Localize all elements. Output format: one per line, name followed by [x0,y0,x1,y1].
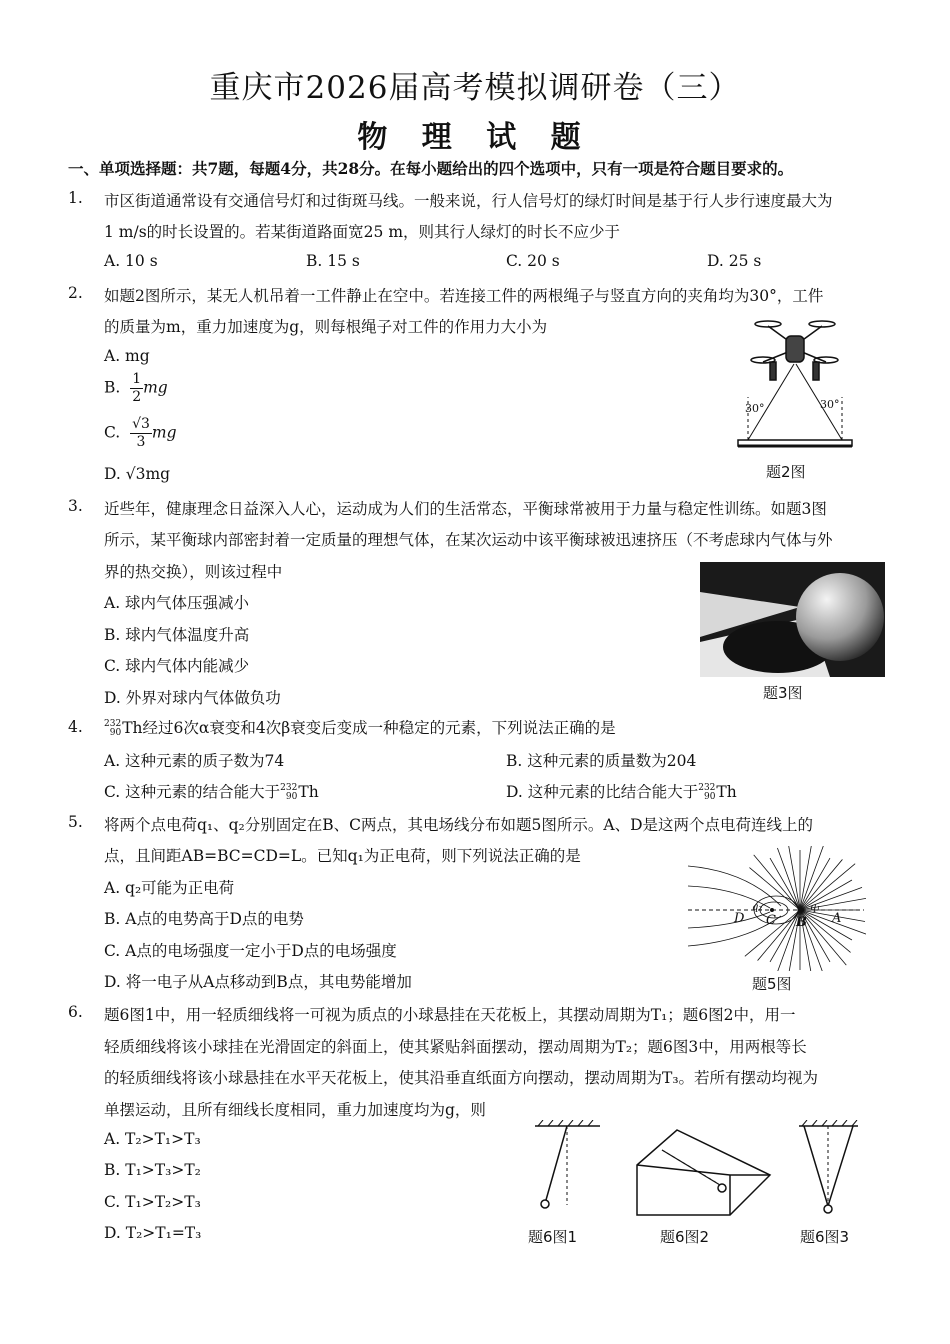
q1-line2: 1 m/s的时长设置的。若某街道路面宽25 m，则其行人绿灯的时长不应少于 [104,223,621,241]
q3-option-c: C. 球内气体内能减少 [104,657,250,675]
label-c: C [766,913,776,928]
q2-option-c-tail: mg [151,423,177,442]
mass-number: 232 [698,783,716,793]
q5-line1: 将两个点电荷q₁、q₂分别固定在B、C两点，其电场线分布如题5图所示。A、D是这两个点电荷连线上的 [104,816,814,834]
mass-number: 232 [104,719,122,729]
q4-option-d-text: D. 这种元素的比结合能大于 [506,783,699,801]
q6-option-b: B. T₁>T₃>T₂ [104,1161,201,1179]
q3-line1: 近些年，健康理念日益深入人心，运动成为人们的生活常态，平衡球常被用于力量与稳定性训练。如题3图 [104,500,827,518]
angle-label-left: 30° [745,402,765,415]
balance-ball-photo [700,562,885,677]
q6-line3: 的轻质细线将该小球悬挂在水平天花板上，使其沿垂直纸面方向摆动，摆动周期为T₃。若所有摆动均视为 [104,1069,819,1087]
q5-figure-caption: 题5图 [752,975,792,993]
atomic-number: 90 [703,792,716,802]
q4-option-c-text: C. 这种元素的结合能大于 [104,783,281,801]
drone-figure [730,312,860,457]
q2-option-b-label: B. [104,378,121,397]
q6-option-a: A. T₂>T₁>T₃ [104,1130,201,1148]
q2-option-a: A. mg [104,347,150,365]
exam-title: 重庆市2026届高考模拟调研卷（三） [209,70,741,106]
q1-option-b: B. 15 s [306,252,360,270]
q4-stem-text: 经过6次α衰变和4次β衰变后变成一种稳定的元素，下列说法正确的是 [142,719,616,737]
q2-option-d: D. √3mg [104,465,171,483]
section-heading: 一、单项选择题：共7题，每题4分，共28分。在每小题给出的四个选项中，只有一项是符合题目要求的。 [68,159,794,178]
q6-figure1-caption: 题6图1 [528,1228,578,1246]
q4-number: 4. [68,718,83,736]
q3-option-d: D. 外界对球内气体做负功 [104,689,281,707]
q1-number: 1. [68,189,83,207]
q1-line1: 市区街道通常设有交通信号灯和过街斑马线。一般来说，行人信号灯的绿灯时间是基于行人步行速度最大为 [104,192,833,210]
pendulum-figure-3 [796,1120,861,1220]
label-b: B [796,915,807,930]
q5-option-c: C. A点的电场强度一定小于D点的电场强度 [104,942,397,960]
label-q2: q₂ [752,902,763,913]
q3-option-b: B. 球内气体温度升高 [104,626,250,644]
q5-number: 5. [68,813,83,831]
q3-number: 3. [68,497,83,515]
denominator: 2 [132,389,142,405]
q6-line4: 单摆运动，且所有细线长度相同，重力加速度均为g，则 [104,1101,486,1119]
element-symbol: Th [122,719,143,737]
isotope-numbers [104,720,121,738]
q3-line2: 所示，某平衡球内部密封着一定质量的理想气体，在某次运动中该平衡球被迅速挤压（不考虑球内气体与外 [104,531,833,549]
label-d: D [734,911,745,926]
q2-option-b-tail: mg [143,378,168,397]
subject-title: 物 理 试 题 [357,120,593,155]
isotope-numbers [280,784,297,802]
angle-label-right: 30° [820,398,840,411]
q6-figure3-caption: 题6图3 [800,1228,850,1246]
atomic-number: 90 [109,728,122,738]
q4-option-d [506,780,737,802]
q2-number: 2. [68,284,83,302]
q2-line1: 如题2图所示，某无人机吊着一工件静止在空中。若连接工件的两根绳子与竖直方向的夹角均为30°，工件 [104,287,824,305]
fraction [130,416,152,451]
q5-option-a: A. q₂可能为正电荷 [104,879,235,897]
numerator: √3 [132,416,150,432]
pendulum-figure-2 [632,1125,777,1220]
field-line [787,846,800,910]
q3-line3: 界的热交换），则该过程中 [104,563,283,581]
denominator: 3 [136,434,146,450]
q5-option-d: D. 将一电子从A点移动到B点，其电势能增加 [104,973,412,991]
q4-stem [104,716,616,738]
q2-option-b [104,371,168,406]
element-symbol: Th [716,783,737,801]
q6-line1: 题6图1中，用一轻质细线将一可视为质点的小球悬挂在天花板上，其摆动周期为T₁；题6图2中，用一 [104,1006,796,1024]
numerator: 1 [132,371,142,387]
mass-number: 232 [280,783,298,793]
q6-option-c: C. T₁>T₂>T₃ [104,1193,201,1211]
q5-line2: 点，且间距AB=BC=CD=L。已知q₁为正电荷，则下列说法正确的是 [104,847,581,865]
q6-number: 6. [68,1003,83,1021]
label-q1: q₁ [810,902,821,913]
pendulum-figure-1 [530,1120,605,1220]
q4-option-c [104,780,319,802]
q1-option-a: A. 10 s [104,252,158,270]
electric-field-figure [686,846,866,971]
isotope-numbers [698,784,715,802]
q6-line2: 轻质细线将该小球挂在光滑固定的斜面上，使其紧贴斜面摆动，摆动周期为T₂；题6图3中，用两根等长 [104,1038,807,1056]
q6-figure2-caption: 题6图2 [660,1228,710,1246]
q2-option-c [104,416,177,451]
q2-figure-caption: 题2图 [766,463,806,481]
q3-option-a: A. 球内气体压强减小 [104,594,250,612]
q4-option-a: A. 这种元素的质子数为74 [104,752,285,770]
fraction [130,371,143,406]
q4-option-b: B. 这种元素的质量数为204 [506,752,697,770]
field-line [800,846,825,910]
q6-option-d: D. T₂>T₁=T₃ [104,1224,202,1242]
q5-option-b: B. A点的电势高于D点的电势 [104,910,304,928]
label-a: A [832,911,842,926]
q2-option-c-label: C. [104,423,121,442]
q3-figure-caption: 题3图 [763,684,803,702]
element-symbol: Th [298,783,319,801]
q1-option-d: D. 25 s [707,252,762,270]
atomic-number: 90 [285,792,298,802]
q1-option-c: C. 20 s [506,252,560,270]
q2-line2: 的质量为m，重力加速度为g，则每根绳子对工件的作用力大小为 [104,318,548,336]
